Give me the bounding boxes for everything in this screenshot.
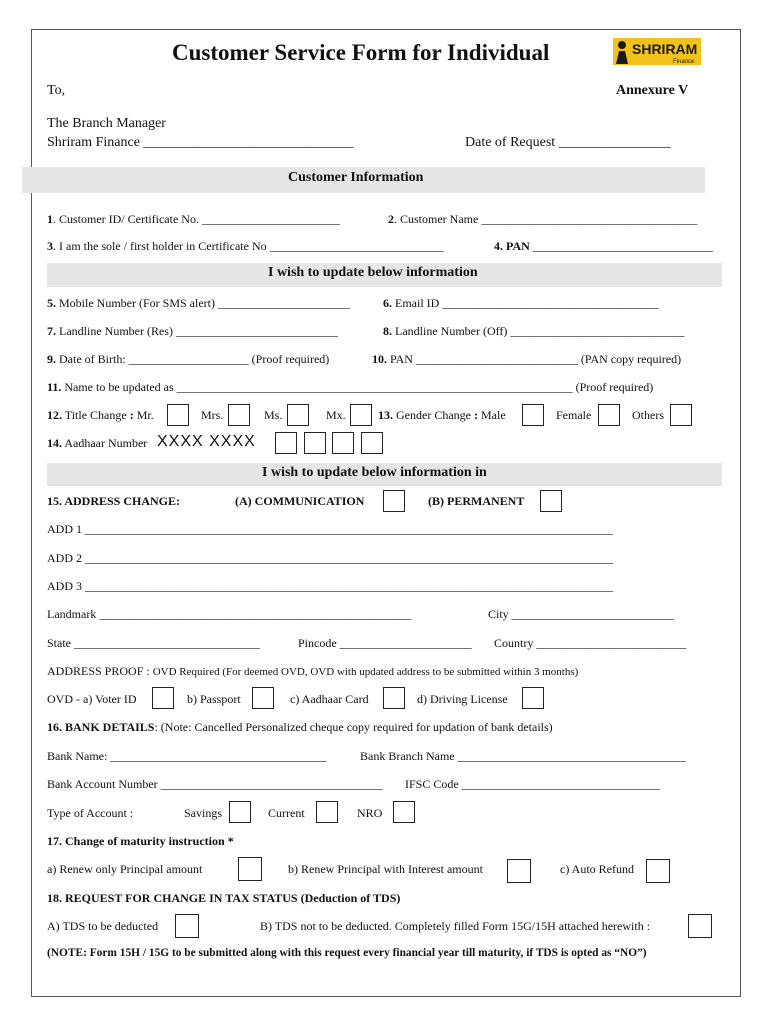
address-change-label: 15. ADDRESS CHANGE: bbox=[47, 494, 181, 508]
city-field[interactable]: City ___________________________ bbox=[488, 607, 674, 621]
savings-label: Savings bbox=[184, 806, 223, 820]
bank-name-field[interactable]: Bank Name: ____________________________________ bbox=[47, 749, 327, 763]
pan-field[interactable]: 4. PAN ______________________________ bbox=[494, 239, 713, 253]
state-field[interactable]: State _______________________________ bbox=[47, 636, 260, 650]
ifsc-field[interactable]: IFSC Code _________________________________ bbox=[405, 777, 660, 791]
savings-checkbox[interactable] bbox=[229, 801, 251, 823]
aadhaar-digit-box[interactable] bbox=[361, 432, 383, 454]
update-information-heading: I wish to update below information bbox=[268, 265, 478, 280]
voter-id-checkbox[interactable] bbox=[152, 687, 174, 709]
maturity-instruction-heading: 17. Change of maturity instruction * bbox=[47, 834, 234, 848]
pan-update-field[interactable]: 10. PAN ___________________________ (PAN copy required) bbox=[372, 352, 682, 366]
to-label: To, bbox=[47, 83, 66, 98]
name-update-field[interactable]: 11. Name to be updated as __________________________________________________________________ (Proof required) bbox=[47, 380, 654, 394]
auto-refund-label: c) Auto Refund bbox=[560, 862, 634, 876]
shriram-finance-label: Shriram Finance ______________________________ bbox=[47, 135, 354, 150]
tds-deducted-label: A) TDS to be deducted bbox=[47, 919, 159, 933]
landmark-field[interactable]: Landmark ____________________________________________________ bbox=[47, 607, 412, 621]
address-proof-label: ADDRESS PROOF : OVD Required (For deemed OVD, OVD with updated address to be submitted within 3 months) bbox=[47, 664, 579, 678]
pincode-field[interactable]: Pincode ______________________ bbox=[298, 636, 472, 650]
permanent-checkbox[interactable] bbox=[540, 490, 562, 512]
customer-information-heading: Customer Information bbox=[288, 170, 424, 185]
mrs-label: Mrs. bbox=[201, 408, 224, 422]
aadhaar-card-checkbox[interactable] bbox=[383, 687, 405, 709]
customer-id-field[interactable]: 1. Customer ID/ Certificate No. _______________________ bbox=[47, 212, 340, 226]
address-line-2-field[interactable]: ADD 2 ________________________________________________________________________________________ bbox=[47, 551, 613, 565]
tax-status-heading: 18. REQUEST FOR CHANGE IN TAX STATUS (Deduction of TDS) bbox=[47, 891, 401, 905]
account-type-label: Type of Account : bbox=[47, 806, 134, 820]
shriram-logo bbox=[613, 38, 701, 68]
gender-change-label: 13. Gender Change : Male bbox=[378, 408, 506, 422]
form-title: Customer Service Form for Individual bbox=[172, 40, 550, 65]
aadhaar-card-label: c) Aadhaar Card bbox=[290, 692, 369, 706]
bank-details-heading: 16. BANK DETAILS: (Note: Cancelled Personalized cheque copy required for updation of bank details) bbox=[47, 720, 553, 734]
ms-checkbox[interactable] bbox=[287, 404, 309, 426]
passport-checkbox[interactable] bbox=[252, 687, 274, 709]
male-checkbox[interactable] bbox=[522, 404, 544, 426]
aadhaar-label: 14. Aadhaar Number bbox=[47, 436, 148, 450]
country-field[interactable]: Country _________________________ bbox=[494, 636, 687, 650]
ovd-voter-id-label: OVD - a) Voter ID bbox=[47, 692, 137, 706]
nro-label: NRO bbox=[357, 806, 383, 820]
renew-with-interest-label: b) Renew Principal with Interest amount bbox=[288, 862, 483, 876]
date-of-request-field[interactable]: Date of Request ________________ bbox=[465, 135, 671, 150]
others-label: Others bbox=[632, 408, 664, 422]
driving-license-checkbox[interactable] bbox=[522, 687, 544, 709]
annexure-label: Annexure V bbox=[616, 83, 689, 98]
svg-text:SHRIRAM: SHRIRAM bbox=[632, 41, 698, 57]
tds-not-deducted-label: B) TDS not to be deducted. Completely filled Form 15G/15H attached herewith : bbox=[260, 919, 651, 933]
tds-not-deducted-checkbox[interactable] bbox=[688, 914, 712, 938]
current-label: Current bbox=[268, 806, 305, 820]
mr-checkbox[interactable] bbox=[167, 404, 189, 426]
auto-refund-checkbox[interactable] bbox=[646, 859, 670, 883]
current-checkbox[interactable] bbox=[316, 801, 338, 823]
aadhaar-digit-box[interactable] bbox=[332, 432, 354, 454]
driving-license-label: d) Driving License bbox=[417, 692, 508, 706]
email-field[interactable]: 6. Email ID ____________________________________ bbox=[383, 296, 659, 310]
ms-label: Ms. bbox=[264, 408, 283, 422]
communication-checkbox[interactable] bbox=[383, 490, 405, 512]
passport-label: b) Passport bbox=[187, 692, 241, 706]
female-label: Female bbox=[556, 408, 592, 422]
communication-label: (A) COMMUNICATION bbox=[235, 494, 365, 508]
mx-label: Mx. bbox=[326, 408, 346, 422]
address-line-1-field[interactable]: ADD 1 ________________________________________________________________________________________ bbox=[47, 522, 613, 536]
aadhaar-digit-box[interactable] bbox=[304, 432, 326, 454]
branch-manager-label: The Branch Manager bbox=[47, 116, 166, 131]
nro-checkbox[interactable] bbox=[393, 801, 415, 823]
female-checkbox[interactable] bbox=[598, 404, 620, 426]
bank-account-field[interactable]: Bank Account Number _____________________________________ bbox=[47, 777, 383, 791]
certificate-holder-field[interactable]: 3. I am the sole / first holder in Certificate No _____________________________ bbox=[47, 239, 444, 253]
mobile-number-field[interactable]: 5. Mobile Number (For SMS alert) ______________________ bbox=[47, 296, 350, 310]
mrs-checkbox[interactable] bbox=[228, 404, 250, 426]
date-of-birth-field[interactable]: 9. Date of Birth: ____________________ (Proof required) bbox=[47, 352, 330, 366]
renew-principal-checkbox[interactable] bbox=[238, 857, 262, 881]
tds-deducted-checkbox[interactable] bbox=[175, 914, 199, 938]
customer-name-field[interactable]: 2. Customer Name ____________________________________ bbox=[388, 212, 698, 226]
landline-res-field[interactable]: 7. Landline Number (Res) ___________________________ bbox=[47, 324, 338, 338]
others-checkbox[interactable] bbox=[670, 404, 692, 426]
bank-branch-field[interactable]: Bank Branch Name ______________________________________ bbox=[360, 749, 686, 763]
mx-checkbox[interactable] bbox=[350, 404, 372, 426]
permanent-label: (B) PERMANENT bbox=[428, 494, 525, 508]
title-change-label: 12. Title Change : Mr. bbox=[47, 408, 154, 422]
form-15h-note: (NOTE: Form 15H / 15G to be submitted along with this request every financial year till maturity, if TDS is opted as “NO”) bbox=[47, 947, 647, 959]
svg-text:Finance: Finance bbox=[673, 59, 695, 65]
landline-off-field[interactable]: 8. Landline Number (Off) _____________________________ bbox=[383, 324, 685, 338]
address-line-3-field[interactable]: ADD 3 ________________________________________________________________________________________ bbox=[47, 579, 613, 593]
aadhaar-digit-box[interactable] bbox=[275, 432, 297, 454]
renew-with-interest-checkbox[interactable] bbox=[507, 859, 531, 883]
aadhaar-masked-digits: XXXX XXXX bbox=[157, 433, 256, 450]
update-information-in-heading: I wish to update below information in bbox=[262, 465, 487, 480]
renew-principal-label: a) Renew only Principal amount bbox=[47, 862, 203, 876]
